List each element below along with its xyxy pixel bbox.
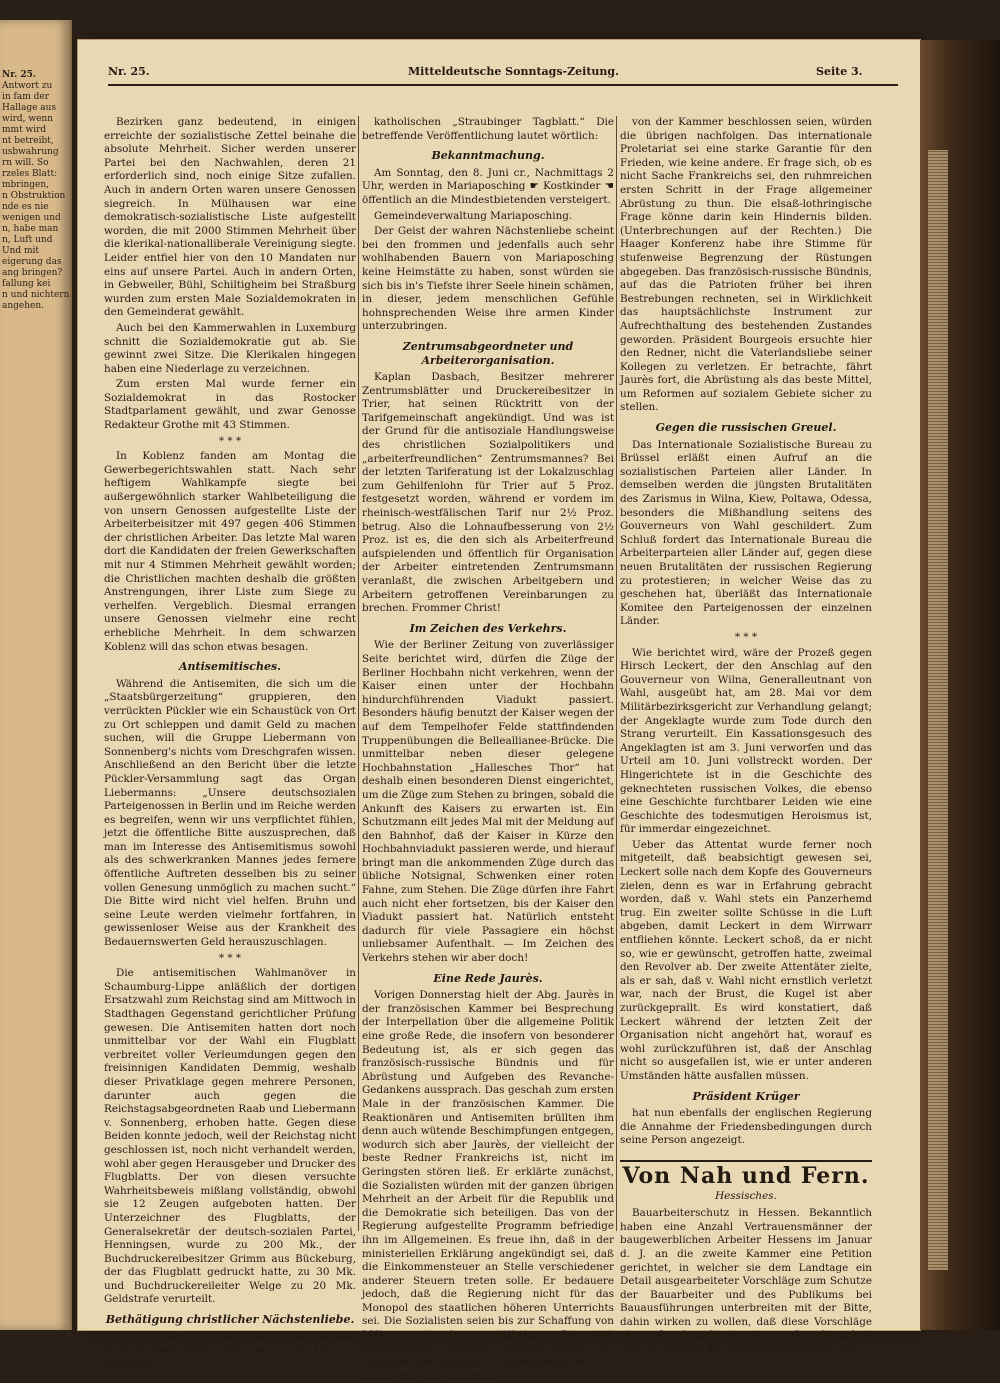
column-2 [362, 116, 614, 1382]
left-page-line: wenigen und [2, 213, 61, 223]
article-paragraph: Bauarbeiterschutz in Hessen. Bekanntlich haben eine Anzahl Vertrauensmänner der baugewerblichen Arbeiter Hessens im Januar d. J. an die zweite Kammer eine Petition gerichtet, in welcher sie dem Landtage ein Detail ausgearbeiteter Vorschläge zum Schutze der Bauarbeiter und des Publikums bei Bauausführungen unterbreiten mit der Bitte, dahin wirken zu wollen, daß diese Vorschläge einem Landespolizeigesetz zu Grunde gelegt und zur Reform des Bauarbeiterschutzes ver- [620, 1207, 872, 1356]
issue-number: Nr. 25. [108, 65, 150, 78]
left-page-line: n und nichtern [2, 290, 70, 300]
column-3 [620, 116, 872, 1356]
left-page-line: rn will. So [2, 158, 49, 168]
article-paragraph: In Koblenz fanden am Montag die Gewerbegerichtswahlen statt. Nach sehr heftigem Wahlkampfe siegte bei außergewöhnlich starker Wahlbeteiligung die von unsern Genossen aufgestellte Liste der Arbeiterbeisitzer mit 497 gegen 406 Stimmen der christlichen Arbeiter. Das letzte Mal waren dort die Kandidaten der freien Gewerkschaften mit nur 4 Stimmen Mehrheit gewählt worden; die Christlichen machten deshalb die größten Anstrengungen, ihrer Liste zum Siege zu verhelfen. Vergeblich. Diesmal errangen unsere Genossen vielmehr eine recht erhebliche Mehrheit. In dem schwarzen Koblenz will das schon etwas besagen. [104, 450, 356, 653]
article-paragraph: katholischen „Straubinger Tagblatt.“ Die betreffende Veröffentlichung lautet wörtlich: [362, 116, 614, 142]
article-paragraph: Ueber das Attentat wurde ferner noch mitgeteilt, daß beabsichtigt gewesen sei, Leckert solle nach dem Kopfe des Gouverneurs zielen, denn es war in Erfahrung gebracht worden, daß v. Wahl stets ein Panzerhemd trug. Ein zweiter sollte Schüsse in die Luft abgeben, damit Leckert in dem Wirrwarr entfliehen könnte. Leckert schoß, da er nicht so, wie er gewünscht, getroffen hatte, zweimal den Revolver ab. Der zweite Attentäter zielte, als er sah, daß v. Wahl nicht ernstlich verletzt war, nach der Brust, die Kugel ist aber zurückgeprallt. Es wird konstatiert, daß Leckert während der letzten Zeit der Organisation nicht angehört hat, worauf es wohl zurückzuführen ist, daß der Anschlag nicht so ausgefallen ist, wie er unter anderen Umständen hätte ausfallen müssen. [620, 838, 872, 1082]
left-page-line: eigerung das [2, 257, 62, 267]
article-paragraph: Ein Inserat, das eine beispiellose Gefühlsroheit verrät, liest man in Nr. 126 des zentrums- [104, 1330, 356, 1370]
column-rule-2 [616, 116, 617, 1231]
separator-stars: * * * [734, 630, 758, 643]
left-page-lines [0, 81, 70, 312]
section-heading: Antisemitisches. [179, 660, 281, 674]
article-paragraph: Zum ersten Mal wurde ferner ein Sozialdemokrat in das Rostocker Stadtparlament gewählt, und zwar Genosse Redakteur Grothe mit 43 Stimmen. [104, 378, 356, 432]
section-heading: Gegen die russischen Greuel. [655, 421, 837, 435]
section-heading: Eine Rede Jaurès. [433, 971, 543, 985]
article-paragraph: Bezirken ganz bedeutend, in einigen erreichte der sozialistische Zettel beinahe die absolute Mehrheit. Sicher werden unserer Partei bei den Nachwahlen, deren 21 erforderlich sind, noch einige Sitze zufallen. Auch in andern Orten waren unsere Genossen siegreich. In Mülhausen war eine demokratisch-sozialistische Liste aufgestellt worden, die mit 2000 Stimmen Mehrheit über die klerikal-nationalliberale Vereinigung siegte. Leider entfiel hier von den 10 Mandaten nur eins auf unsere Partei. Auch in andern Orten, in Gebweiler, Bühl, Schiltigheim bei Straßburg wurden zum ersten Male Sozialdemokraten in den Gemeinderat gewählt. [104, 116, 356, 319]
article-paragraph: Am Sonntag, den 8. Juni cr., Nachmittags 2 Uhr, werden in Mariaposching ☛ Kostkinder ☚ öffentlich an die Mindestbietenden versteigert. [362, 166, 614, 206]
left-page-line: ang bringen? [2, 268, 63, 278]
left-page-line: Hallage aus [2, 103, 57, 113]
article-paragraph: Während die Antisemiten, die sich um die „Staatsbürgerzeitung“ gruppieren, den verrückten Pückler wie ein Schaustück von Ort zu Ort schleppen und damit Geld zu machen suchen, will die Gruppe Liebermann von Sonnenberg's nichts vom Dreschgrafen wissen. Anschließend an den Bericht über die letzte Pückler-Versammlung sagt das Organ Liebermanns: „Unsere deutschsozialen Parteigenossen in Berlin und im Reiche werden es begreifen, wenn wir uns verpflichtet fühlen, jetzt die öffentliche Bitte auszusprechen, daß man im Interesse des Antisemitismus sowohl als des schwerkranken Mannes jedes fernere öffentliche Auftreten desselben bis zu seiner vollen Genesung unmöglich zu machen sucht.“ Die Bitte wird nicht viel helfen. Bruhn und seine Leute werden vielmehr fortfahren, in gewissenloser Weise aus der Krankheit des Bedauernswerten Geld herauszuschlagen. [104, 677, 356, 949]
page-header [108, 62, 898, 86]
left-page-line: usbwahrung [2, 147, 59, 157]
article-paragraph: Das Internationale Sozialistische Bureau zu Brüssel erläßt einen Aufruf an die sozialistischen Parteien aller Länder. In demselben werden die jüngsten Brutalitäten des Zarismus in Wilna, Kiew, Poltawa, Odessa, besonders die Mißhandlung seitens des Gouverneurs von Wahl geschildert. Zum Schluß fordert das Internationale Bureau die Arbeiterparteien aller Länder auf, gegen diese neuen Brutalitäten der russischen Regierung zu protestieren; in welcher Weise das zu geschehen hat, überläßt das Internationale Komitee den Parteigenossen der einzelnen Länder. [620, 438, 872, 628]
section-heading: Bethätigung christlicher Nächstenliebe. [105, 1313, 355, 1327]
section-heading: Im Zeichen des Verkehrs. [409, 621, 567, 635]
left-page-line: n, habe man [2, 224, 59, 234]
page-stack [928, 150, 948, 1270]
section-heading: Bekanntmachung. [431, 149, 545, 163]
left-page-line: mmt wird [2, 125, 47, 135]
newspaper-title: Mitteldeutsche Sonntags-Zeitung. [408, 65, 619, 78]
article-paragraph: Die antisemitischen Wahlmanöver in Schaumburg-Lippe anläßlich der dortigen Ersatzwahl zum Reichstag sind am Mittwoch in Stadthagen Gegenstand gerichtlicher Prüfung gewesen. Die Antisemiten hatten dort noch unmittelbar vor der Wahl ein Flugblatt verbreitet voller Verleumdungen gegen den freisinnigen Kandidaten Demmig, weshalb dieser Privatklage gegen mehrere Personen, darunter auch gegen die Reichstagsabgeordneten Raab und Liebermann v. Sonnenberg, erhoben hatte. Gegen diese Beiden konnte jedoch, weil der Reichstag nicht geschlossen ist, noch nicht verhandelt werden, wohl aber gegen Herausgeber und Drucker des Flugblatts. Der von diesen versuchte Wahrheitsbeweis mißlang vollständig, obwohl sie 12 Zeugen aufgeboten hatten. Der Unterzeichner des Flugblatts, der Generalsekretär der deutsch-sozialen Partei, Henningsen, wurde zu 200 Mk., der Buchdruckereibesitzer Grimm aus Bückeburg, der das Flugblatt gedruckt hatte, zu 30 Mk. und Buchdruckereileiter Welge zu 20 Mk. Geldstrafe verurteilt. [104, 967, 356, 1306]
article-paragraph: Wie berichtet wird, wäre der Prozeß gegen Hirsch Leckert, der den Anschlag auf den Gouverneur von Wilna, Generalleutnant von Wahl, ausgeübt hat, am 28. Mai vor dem Militärbezirksgericht zur Verhandlung gelangt; der Angeklagte wurde zum Tode durch den Strang verurteilt. Ein Kassationsgesuch des Angeklagten ist am 3. Juni verworfen und das Urteil am 10. Juni vollstreckt worden. Der Hingerichtete ist in die Geschichte des geknechteten russischen Volkes, die ebenso eine Geschichte furchtbarer Leiden wie eine Geschichte des todesmutigen Heroismus ist, für immerdar eingezeichnet. [620, 646, 872, 836]
left-page-line: nde es nie [2, 202, 49, 212]
separator-stars: * * * [218, 951, 242, 964]
page-number: Seite 3. [816, 65, 863, 78]
rubric-subtitle: Hessisches. [715, 1189, 777, 1202]
section-heading: Präsident Krüger [692, 1089, 800, 1103]
left-page-line: n, Luft und [2, 235, 53, 245]
article-paragraph: Wie der Berliner Zeitung von zuverlässiger Seite berichtet wird, dürfen die Züge der Berliner Hochbahn nicht verkehren, wenn der Kaiser einen unter der Hochbahn hindurchführenden Viadukt passiert. Besonders häufig benutzt der Kaiser wegen der auf dem Tempelhofer Felde stattfindenden Truppenübungen die Belleallianee-Brücke. Die unmittelbar neben dieser gelegene Hochbahnstation „Hallesches Thor“ hat deshalb einen besonderen Dienst eingerichtet, um die Züge zum Stehen zu bringen, sobald die Ankunft des Kaisers zu erwarten ist. Ein Schutzmann eilt jedes Mal mit der Meldung auf den Bahnhof, daß der Kaiser in Kürze den Hochbahnviadukt passieren werde, und hierauf bringt man die ankommenden Züge durch das übliche Notsignal, Schwenken einer roten Fahne, zum Stehen. Die Züge dürfen ihre Fahrt auch nicht eher fortsetzen, bis der Kaiser den Viadukt passiert hat. Natürlich entsteht dadurch für viele Passagiere ein höchst unliebsamer Aufenthalt. — Im Zeichen des Verkehrs stehen wir aber doch! [362, 639, 614, 965]
left-page-line: Antwort zu [2, 81, 53, 91]
column-rule-1 [358, 116, 359, 1231]
left-page-line: fallung kei [2, 279, 51, 289]
article-paragraph: Kaplan Dasbach, Besitzer mehrerer Zentrumsblätter und Druckereibesitzer in Trier, hat seinen Rücktritt von der Tarifgemeinschaft angekündigt. Und was ist der Grund für die antisoziale Handlungsweise des christlichen Sozialpolitikers und „arbeiterfreundlichen“ Zentrumsmannes? Bei der letzten Tariferatung ist der Lokalzuschlag zum Gehilfenlohn für Trier auf 5 Proz. festgesetzt worden, während er vordem im rheinisch-westfälischen Tarif nur 2½ Proz. betrug. Also die Lohnaufbesserung von 2½ Proz. ist es, die den sich als Arbeiterfreund aufspielenden und öffentlich für Organisation der Arbeiter eintretenden Zentrumsmann veranlaßt, die zwischen Arbeitgebern und Arbeitern getroffenen Vereinbarungen zu brechen. Frommer Christ! [362, 371, 614, 615]
left-page-line: wird, wenn [2, 114, 53, 124]
left-page-line: in fam der [2, 92, 50, 102]
column-1 [104, 116, 356, 1370]
rubric-title: Von Nah und Fern. [620, 1160, 872, 1184]
left-page-line: n Obstruktion [2, 191, 66, 201]
section-heading: Zentrumsabgeordneter und Arbeiterorganisation. [402, 339, 574, 367]
left-page-line: nt betreibt, [2, 136, 54, 146]
left-page-fragment [0, 20, 72, 1330]
article-paragraph: hat nun ebenfalls der englischen Regierung die Annahme der Friedensbedingungen durch seine Person angezeigt. [620, 1107, 872, 1147]
article-paragraph: von der Kammer beschlossen seien, würden die übrigen nachfolgen. Das internationale Proletariat sei eine starke Garantie für den Frieden, wie keine andere. Er frage sich, ob es nicht Sache Frankreichs sei, den ruhmreichen ersten Schritt in der Frage allgemeiner Abrüstung zu thun. Die elsaß-lothringische Frage könne darin kein Hindernis bilden. (Unterbrechungen auf der Rechten.) Die Haager Konferenz habe ihre Stimme für stufenweise Begrenzung der Rüstungen abgegeben. Das französisch-russische Bündnis, auf das die Patrioten früher bei ihren Bestrebungen rechneten, sei in Wirklichkeit das hauptsächlichste Instrument zur Aufrechthaltung des bestehenden Zustandes geworden. Präsident Bourgeois ersuchte hier den Redner, nicht die Vaterlandsliebe seiner Kollegen zu verletzen. Er betrachte, fährt Jaurès fort, die Abrüstung als das beste Mittel, um Reformen auf sozialem Gebiete sicher zu stellen. [620, 116, 872, 414]
article-paragraph: Gemeindeverwaltung Mariaposching. [374, 209, 573, 222]
left-page-line: Und mit [2, 246, 40, 256]
left-page-line: mbringen, [2, 180, 50, 190]
separator-stars: * * * [218, 434, 242, 447]
left-page-line: angehen. [2, 301, 45, 311]
article-paragraph: Der Geist der wahren Nächstenliebe scheint bei den frommen und jedenfalls auch sehr wohlhabenden Bauern von Mariaposching keine Heimstätte zu haben, sonst würden sie sich bis in's Tiefste ihrer Seele hinein schämen, in dieser, jedem menschlichen Gefühle hohnsprechenden Weise ihre armen Kinder unterzubringen. [362, 225, 614, 333]
left-page-line: rzeles Blatt: [2, 169, 58, 179]
article-paragraph: Auch bei den Kammerwahlen in Luxemburg schnitt die Sozialdemokratie gut ab. Sie gewinnt zwei Sitze. Die Klerikalen hingegen haben eine Niederlage zu verzeichnen. [104, 321, 356, 375]
left-page-number: Nr. 25. [2, 70, 37, 80]
article-paragraph: Vorigen Donnerstag hielt der Abg. Jaurès in der französischen Kammer bei Besprechung der Interpellation über die allgemeine Politik eine große Rede, die insofern von besonderer Bedeutung ist, als er sich gegen das französisch-russische Bündnis und für Abrüstung und Aufgeben des Revanche-Gedankens aussprach. Das geschah zum ersten Male in der französischen Kammer. Die Reaktionären und Antisemiten brüllten ihm denn auch wütende Beschimpfungen entgegen, wodurch sich aber Jaurès, der vielleicht der beste Redner Frankreichs ist, nicht im Geringsten stören ließ. Er erklärte zunächst, die Sozialisten würden mit der ganzen übrigen Mehrheit an der Arbeit für die Republik und die Demokratie sich beteiligen. Das von der Regierung aufgestellte Programm befriedige ihn im Allgemeinen. Es freue ihn, daß in der ministeriellen Erklärung angekündigt sei, daß die Einkommensteuer an Stelle verschiedener anderer Steuern treten solle. Er bedauere jedoch, daß die Regierung nicht für das Monopol des staatlichen höheren Unterrichts sei. Die Sozialisten seien bis zur Schaffung von Milizen mit der zweijährigen Dienstzeit einverstanden. Redner verlangt ferner die Annahme der Brüßeler Zuckerkonvention und sagt, wenn die Reformen [362, 989, 614, 1382]
